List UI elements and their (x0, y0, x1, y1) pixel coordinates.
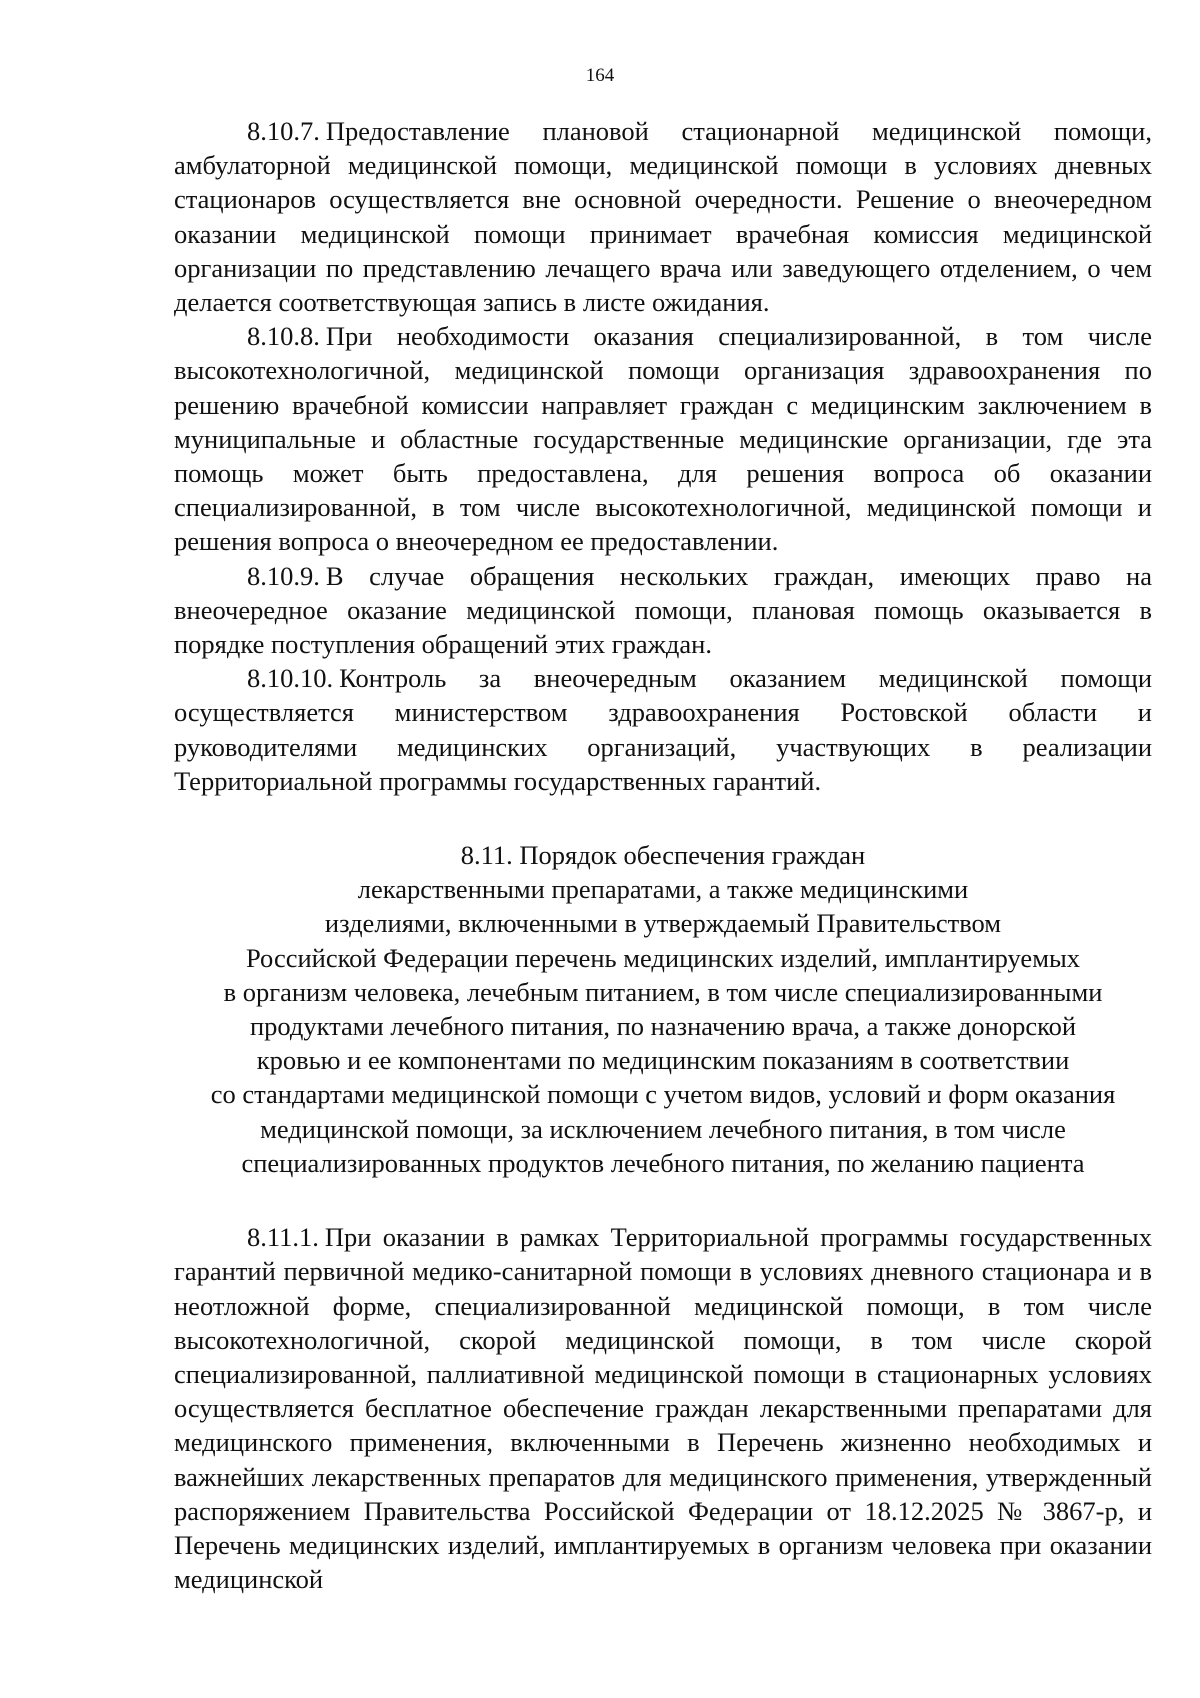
paragraph-number: 8.11.1. (247, 1222, 319, 1253)
paragraph-number: 8.10.9. (247, 560, 320, 591)
paragraph-number: 8.10.8. (247, 321, 320, 352)
page-number: 164 (585, 65, 615, 86)
paragraph-8-10-10 (174, 661, 1152, 798)
heading-line: лекарственными препаратами, а также медицинскими (357, 874, 969, 905)
paragraph-8-10-9 (174, 559, 1152, 662)
heading-line: со стандартами медицинской помощи с учетом видов, условий и форм оказания (210, 1079, 1116, 1110)
section-heading-8-11 (174, 838, 1152, 1180)
heading-line: 8.11. Порядок обеспечения граждан (460, 840, 866, 871)
heading-line: медицинской помощи, за исключением лечебного питания, в том числе (260, 1113, 1066, 1144)
paragraph-text: При необходимости оказания специализированной, в том числе высокотехнологичной, медицинской помощи организация здравоохранения по решению врачебной комиссии направляет граждан с медицинским заключением в муниципальные и областные государственные медицинские организации, где эта помощь может быть предоставлена, для решения вопроса об оказании специализированной, в том числе высокотехнологичной, медицинской помощи и решения вопроса о внеочередном ее предоставлении. (174, 321, 1152, 557)
paragraph-8-10-8 (174, 319, 1152, 558)
paragraph-text: В случае обращения нескольких граждан, имеющих право на внеочередное оказание медицинской помощи, плановая помощь оказывается в порядке поступления обращений этих граждан. (174, 560, 1152, 660)
heading-line: продуктами лечебного питания, по назначению врача, а также донорской (249, 1011, 1077, 1042)
paragraph-text: Контроль за внеочередным оказанием медицинской помощи осуществляется министерством здравоохранения Ростовской области и руководителями медицинских организаций, участвующих в реализации Территориальной программы государственных гарантий. (174, 663, 1152, 796)
paragraph-number: 8.10.7. (247, 116, 320, 146)
heading-line: Российской Федерации перечень медицинских изделий, имплантируемых (245, 942, 1081, 973)
heading-line: в организм человека, лечебным питанием, в том числе специализированными (223, 976, 1103, 1007)
paragraph-number: 8.10.10. (247, 663, 334, 694)
document-body (174, 114, 1152, 1596)
paragraph-text: Предоставление плановой стационарной медицинской помощи, амбулаторной медицинской помощи, медицинской помощи в условиях дневных стационаров осуществляется вне основной очередности. Решение о внеочередном оказании медицинской помощи принимает врачебная комиссия медицинской организации по представлению лечащего врача или заведующего отделением, о чем делается соответствующая запись в листе ожидания. (174, 116, 1152, 318)
heading-line: кровью и ее компонентами по медицинским показаниям в соответствии (256, 1045, 1070, 1076)
heading-line: изделиями, включенными в утверждаемый Правительством (324, 908, 1002, 939)
paragraph-8-11-1 (174, 1220, 1152, 1596)
paragraph-8-10-7 (174, 114, 1152, 319)
heading-line: специализированных продуктов лечебного питания, по желанию пациента (241, 1147, 1085, 1178)
paragraph-text: При оказании в рамках Территориальной программы государственных гарантий первичной медико-санитарной помощи в условиях дневного стационара и в неотложной форме, специализированной медицинской помощи, в том числе высокотехнологичной, скорой медицинской помощи, в том числе скорой специализированной, паллиативной медицинской помощи в стационарных условиях осуществляется бесплатное обеспечение граждан лекарственными препаратами для медицинского применения, включенными в Перечень жизненно необходимых и важнейших лекарственных препаратов для медицинского применения, утвержденный распоряжением Правительства Российской Федерации от 18.12.2025 № 3867-р, и Перечень медицинских изделий, имплантируемых в организм человека при оказании медицинской (174, 1222, 1152, 1595)
